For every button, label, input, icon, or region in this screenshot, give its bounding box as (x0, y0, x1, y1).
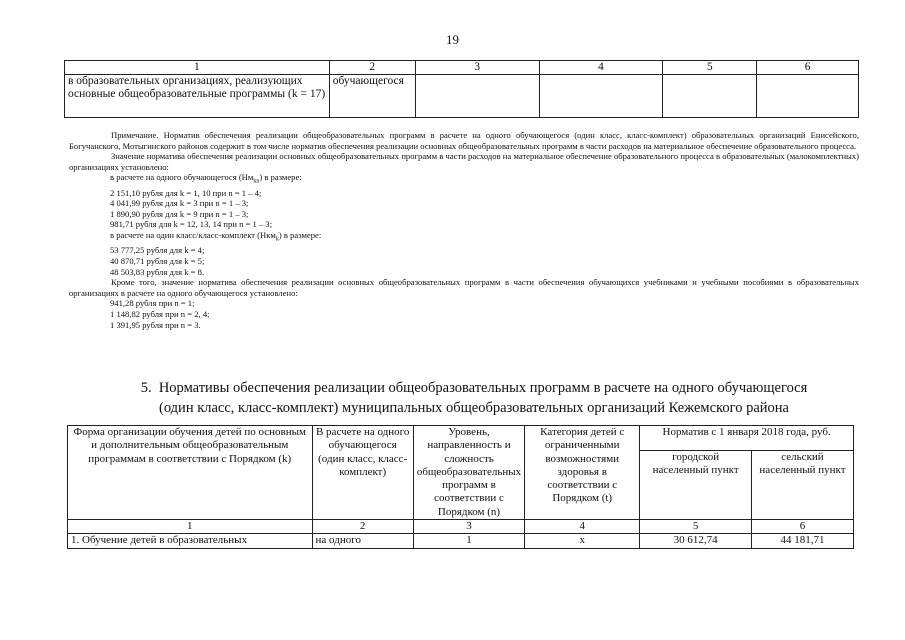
top-table (64, 60, 859, 118)
column-number: 5 (663, 61, 757, 75)
column-numbers-row (68, 520, 854, 534)
header-form: Форма организации обучения детей по основным и дополнительным общеобразовательным программам в соответствии с Порядком (k) (68, 426, 313, 520)
list-item: 1 890,90 рубля для k = 9 при n = 1 – 3; (110, 208, 249, 219)
top-table-column-numbers (65, 61, 859, 75)
section-heading (64, 378, 884, 418)
category-cell: х (525, 534, 640, 548)
table-row (65, 75, 859, 118)
per-class-intro: в расчете на один класс/класс-комплект (Нкм$_k$) в размере: (110, 230, 322, 243)
list-item: 4 041,99 рубля для k = 3 при n = 1 – 3; (110, 198, 249, 209)
list-item: 40 870,71 рубля для k = 5; (110, 255, 205, 266)
column-number: 2 (312, 520, 413, 534)
norm-table (67, 425, 854, 549)
empty-cell (757, 75, 859, 118)
list-item: 1 391,95 рубля при n = 3. (110, 319, 201, 330)
rural-value-cell: 44 181,71 (751, 534, 853, 548)
empty-cell (663, 75, 757, 118)
section-title-line: 5. Нормативы обеспечения реализации общеобразовательных программ в расчете на одного обучающегося (140, 380, 808, 396)
note-block (69, 130, 859, 330)
note-paragraph: Примечание. Норматив обеспечения реализации общеобразовательных программ в расчете на одного обучающегося (один класс, класс-комплект) образовательных организаций Енисейского, Богучанского, Мотыгинского районов содержит в том числе норматив обеспечения реализации основных общеобразовательных программ в части расходов на материальное обеспечение образовательного процесса. (69, 130, 859, 151)
column-number: 3 (415, 61, 539, 75)
unit-cell: на одного (312, 534, 413, 548)
empty-cell (539, 75, 663, 118)
header-category: Категория детей с ограниченными возможностями здоровья в соответствии с Порядком (t) (525, 426, 640, 520)
list-item: 53 777,25 рубля для k = 4; (110, 245, 205, 256)
section-number: 5. (140, 380, 152, 396)
list-item: 941,28 рубля при n = 1; (110, 298, 195, 309)
list-item: 48 503,83 рубля для k = 8. (110, 266, 205, 277)
header-row (68, 426, 854, 451)
list-item: 981,71 рубля для k = 12, 13, 14 при n = 1 – 3; (110, 219, 273, 230)
list-item: 2 151,10 рубля для k = 1, 10 при n = 1 – 4; (110, 187, 262, 198)
list-item: 1 148,82 рубля при n = 2, 4; (110, 308, 210, 319)
column-number: 4 (539, 61, 663, 75)
column-number: 6 (751, 520, 853, 534)
column-number: 5 (640, 520, 752, 534)
form-cell: 1. Обучение детей в образовательных (68, 534, 313, 548)
header-rural: сельский населенный пункт (751, 451, 853, 520)
column-number: 1 (68, 520, 313, 534)
note-paragraph: Значение норматива обеспечения реализации основных общеобразовательных программ в части расходов на материальное обеспечение образовательного процесса в образовательных (малокомплектных) организациях установлено: (69, 151, 859, 172)
section-title-line: (один класс, класс-комплект) муниципальных общеобразовательных организаций Кежемского района (159, 400, 789, 416)
unit-cell: обучающегося (329, 75, 415, 118)
header-norm: Норматив с 1 января 2018 года, руб. (640, 426, 854, 451)
header-level: Уровень, направленность и сложность общеобразовательных программ в соответствии с Порядком (n) (413, 426, 524, 520)
column-number: 4 (525, 520, 640, 534)
empty-cell (415, 75, 539, 118)
urban-value-cell: 30 612,74 (640, 534, 752, 548)
column-number: 6 (757, 61, 859, 75)
column-number: 3 (413, 520, 524, 534)
table-row (68, 534, 854, 548)
column-number: 1 (65, 61, 330, 75)
per-student-intro: в расчете на одного обучающегося $(Нм_{kn})$ в размере: (110, 172, 302, 186)
form-cell: в образовательных организациях, реализующих основные общеобразовательные программы (k = 17) (65, 75, 330, 118)
column-number: 2 (329, 61, 415, 75)
page-number: 19 (446, 32, 459, 47)
header-urban: городской населенный пункт (640, 451, 752, 520)
note-paragraph: Кроме того, значение норматива обеспечения реализации основных общеобразовательных программ в части обеспечения обучающихся учебниками и учебными пособиями в образовательных организациях в расчете на одного обучающегося установлено: (69, 277, 859, 298)
level-cell: 1 (413, 534, 524, 548)
header-unit: В расчете на одного обучающегося (один класс, класс-комплект) (312, 426, 413, 520)
